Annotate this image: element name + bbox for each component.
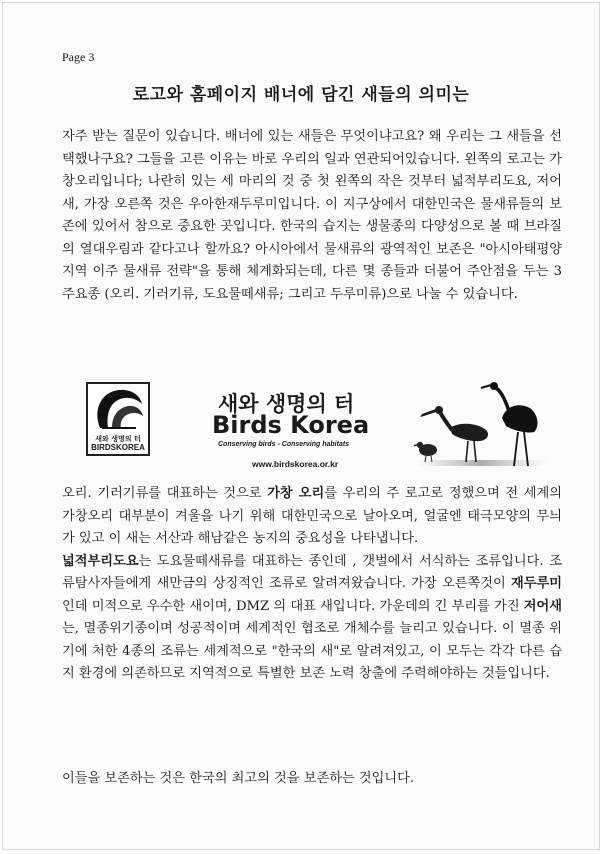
logo-english-text: BIRDSKOREA [91,443,145,452]
spoon-billed-sandpiper-icon [414,442,437,462]
emphasis-spoon-billed-sandpiper: 넓적부리도요 [62,553,139,569]
emphasis-baikal-teal: 가창 오리 [267,486,325,501]
document-page [2,2,600,850]
text-segment: 인데 미적으로 우수한 새이며, DMZ 의 대표 새입니다. 가운데의 긴 부리를 가진 [62,598,524,614]
red-crowned-crane-icon [481,382,537,466]
text-segment: 를 우리의 주 로고로 정했으며 전 세계의 가창오리 대부분이 겨울을 나기 위해 대한민국으로 날아오며, 얼굴엔 태극모양의 무늬가 있고 이 새는 서산과 해남같은 농지의 중요성을 나타냅니다. [62,486,562,546]
page-title: 로고와 홈페이지 배너에 담긴 새들의 의미는 [132,85,470,105]
birds-illustration [414,378,548,474]
birdskorea-logo [86,382,150,456]
emphasis-red-crowned-crane: 재두루미 [511,576,562,591]
birds-korea-banner [86,382,548,474]
paragraph-closing: 이들을 보존하는 것은 한국의 최고의 것을 보존하는 것입니다. [62,771,415,786]
banner-korean-title: 새와 생명의 터 [218,392,355,416]
page-number: Page 3 [62,50,95,64]
text-segment: 는, 멸종위기종이며 성공적이며 세계적인 협조로 개체수를 늘리고 있습니다. 이 멸종 위기에 처한 4종의 조류는 세계적으로 "한국의 새"로 알려져있고, 이 모두는 각각 다른 습지 환경에 의존하므로 지역적으로 특별한 보존 노력 창출에 주력해야하는 것들입니다. [62,621,562,681]
banner-url: www.birdskorea.or.kr [252,459,339,469]
baikal-teal-logo-icon [88,384,148,434]
text-segment: 는 도요물떼새류를 대표하는 종인데 , 갯벌에서 서식하는 조류입니다. 조류탐사자들에게 새만금의 상징적인 조류로 알려져왔습니다. 가장 오른쪽것이 [62,553,562,591]
text-segment: 오리. 기러기류를 대표하는 것으로 [62,486,268,501]
banner-english-title: Birds Korea [212,411,370,439]
banner-tagline: Conserving birds - Conserving habitats [218,441,350,448]
paragraph-intro: 자주 받는 질문이 있습니다. 배너에 있는 새들은 무엇이냐고요? 왜 우리는 그 새들을 선택했나구요? 그들을 고른 이유는 바로 우리의 일과 연관되어있습니다. 왼쪽의 로고는 가창오리입니다; 나란히 있는 세 마리의 것 중 첫 왼쪽의 작은 것부터 넓적부리도요, 저어새, 가장 오른쪽 것은 우아한재두루미입니다. 이 지구상에서 대한민국은 물새류들의 보존에 있어서 참으로 중요한 곳입니다. 한국의 습지는 생물종의 다양성으로 볼 때 브라질의 열대우림과 같다고나 할까요? 아시아에서 물새류의 광역적인 보존은 "아시아태평양지역 이주 물새류 전략"을 통해 체계화되는데, 다른 몇 종들과 더불어 주안점을 두는 3 주요종 (오리. 기러기류, 도요물떼새류; 그리고 두루미류)으로 나눌 수 있습니다. [62,129,562,302]
emphasis-spoonbill: 저어새 [523,598,562,614]
paragraph-species [62,483,562,686]
logo-korean-text: 새와 생명의 터 [95,435,141,443]
